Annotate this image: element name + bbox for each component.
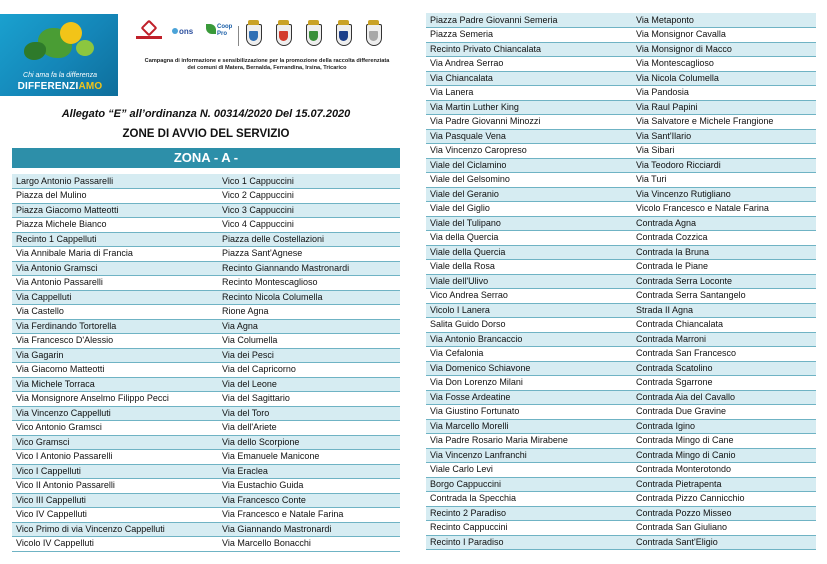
street-name-cell: Via Castello [12, 305, 218, 320]
street-name-cell: Vico 2 Cappuccini [218, 189, 400, 204]
street-name-cell: Via del Sagittario [218, 392, 400, 407]
logo-brand [8, 81, 112, 92]
street-name-cell: Vico 4 Cappuccini [218, 218, 400, 233]
street-name-cell: Contrada la Specchia [426, 492, 632, 507]
street-name-cell: Via Vincenzo Rutigliano [632, 187, 816, 202]
street-name-cell: Piazza Michele Bianco [12, 218, 218, 233]
crest-icon [366, 24, 382, 46]
table-row [12, 450, 400, 465]
divider [238, 26, 239, 46]
table-row [12, 276, 400, 291]
street-name-cell: Largo Antonio Passarelli [12, 174, 218, 189]
street-name-cell: Via Eraclea [218, 464, 400, 479]
street-name-cell: Via Vincenzo Caropreso [426, 144, 632, 159]
street-name-cell: Via Sant'Ilario [632, 129, 816, 144]
table-row [426, 405, 816, 420]
table-row [426, 42, 816, 57]
table-row [12, 174, 400, 189]
table-row [426, 231, 816, 246]
table-row [426, 28, 816, 43]
table-row [426, 318, 816, 333]
table-row [12, 537, 400, 552]
table-row [426, 506, 816, 521]
leaf-icon [206, 24, 216, 34]
street-name-cell: Contrada Pizzo Cannicchio [632, 492, 816, 507]
section-heading: ZONE DI AVVIO DEL SERVIZIO [122, 128, 290, 140]
table-row [12, 232, 400, 247]
street-name-cell: Vico III Cappelluti [12, 493, 218, 508]
street-name-cell: Via Emanuele Manicone [218, 450, 400, 465]
street-name-cell: Vico Primo di via Vincenzo Cappelluti [12, 522, 218, 537]
street-name-cell: Viale Carlo Levi [426, 463, 632, 478]
zone-title-bar: ZONA - A - [12, 148, 400, 168]
street-name-cell: Viale del Gelsomino [426, 173, 632, 188]
street-name-cell: Recinto Cappuccini [426, 521, 632, 536]
street-name-cell: Via Chiancalata [426, 71, 632, 86]
table-row [426, 260, 816, 275]
table-row [12, 189, 400, 204]
table-row [12, 435, 400, 450]
street-name-cell: Contrada Serra Loconte [632, 274, 816, 289]
street-name-cell: Via Agna [218, 319, 400, 334]
table-row [426, 419, 816, 434]
table-row [426, 245, 816, 260]
table-row [426, 289, 816, 304]
street-name-cell: Via Monsignor Cavalla [632, 28, 816, 43]
street-name-cell: Recinto Privato Chiancalata [426, 42, 632, 57]
street-name-cell: Recinto Nicola Columella [218, 290, 400, 305]
street-name-cell: Via Marcello Morelli [426, 419, 632, 434]
street-name-cell: Via Giannando Mastronardi [218, 522, 400, 537]
street-name-cell: Contrada la Bruna [632, 245, 816, 260]
street-name-cell: Vico II Antonio Passarelli [12, 479, 218, 494]
street-name-cell: Via dei Pesci [218, 348, 400, 363]
street-name-cell: Via del Leone [218, 377, 400, 392]
street-name-cell: Piazza Giacomo Matteotti [12, 203, 218, 218]
campaign-description [136, 58, 398, 72]
street-name-cell: Via Vincenzo Cappelluti [12, 406, 218, 421]
table-row [426, 86, 816, 101]
street-name-cell: Borgo Cappuccini [426, 477, 632, 492]
streets-table-right [426, 13, 816, 550]
street-name-cell: Via Gagarin [12, 348, 218, 363]
crest-icon [246, 24, 262, 46]
street-name-cell: Contrada Mingo di Cane [632, 434, 816, 449]
street-name-cell: Contrada Serra Santangelo [632, 289, 816, 304]
street-name-cell: Via Sibari [632, 144, 816, 159]
street-name-cell: Vicolo IV Cappelluti [12, 537, 218, 552]
street-name-cell: Via Domenico Schiavone [426, 361, 632, 376]
street-name-cell: Viale del Tulipano [426, 216, 632, 231]
street-name-cell: Viale del Geranio [426, 187, 632, 202]
street-name-cell: Salita Guido Dorso [426, 318, 632, 333]
street-name-cell: Via dello Scorpione [218, 435, 400, 450]
street-name-cell: Viale della Quercia [426, 245, 632, 260]
differenziamo-logo [0, 14, 118, 96]
street-name-cell: Vico Antonio Gramsci [12, 421, 218, 436]
table-row [12, 377, 400, 392]
table-row [426, 115, 816, 130]
street-name-cell: Via Francesco Conte [218, 493, 400, 508]
partner-underline [136, 36, 162, 39]
street-name-cell: Via Annibale Maria di Francia [12, 247, 218, 262]
table-row [426, 390, 816, 405]
street-name-cell: Recinto 1 Cappelluti [12, 232, 218, 247]
street-name-cell: Via Antonio Gramsci [12, 261, 218, 276]
street-name-cell: Via Cefalonia [426, 347, 632, 362]
crest-icon [276, 24, 292, 46]
partner-logo-1 [136, 22, 162, 42]
table-row [426, 535, 816, 550]
street-name-cell: Vico Gramsci [12, 435, 218, 450]
table-row [12, 305, 400, 320]
street-name-cell: Via Turi [632, 173, 816, 188]
street-name-cell: Contrada Aia del Cavallo [632, 390, 816, 405]
table-row [426, 274, 816, 289]
street-name-cell: Recinto I Paradiso [426, 535, 632, 550]
street-name-cell: Via Antonio Passarelli [12, 276, 218, 291]
street-name-cell: Via Cappelluti [12, 290, 218, 305]
street-name-cell: Vico I Antonio Passarelli [12, 450, 218, 465]
street-name-cell: Via della Quercia [426, 231, 632, 246]
campaign-line: dei comuni di Matera, Bernalda, Ferrandina, Irsina, Tricarico [187, 65, 347, 71]
street-name-cell: Contrada Marroni [632, 332, 816, 347]
street-name-cell: Via Padre Rosario Maria Mirabene [426, 434, 632, 449]
logo-brand-accent: AMO [78, 81, 103, 92]
street-name-cell: Contrada Scatolino [632, 361, 816, 376]
street-name-cell: Via Salvatore e Michele Frangione [632, 115, 816, 130]
table-row [12, 290, 400, 305]
crest-icon [336, 24, 352, 46]
street-name-cell: Via Monsignore Anselmo Filippo Pecci [12, 392, 218, 407]
table-row [12, 464, 400, 479]
table-row [426, 492, 816, 507]
table-row [12, 522, 400, 537]
logo-shape [76, 40, 94, 56]
table-row [12, 392, 400, 407]
street-name-cell: Via Ferdinando Tortorella [12, 319, 218, 334]
logo-brand-main: DIFFERENZI [17, 81, 79, 92]
table-row [426, 303, 816, 318]
table-row [12, 421, 400, 436]
street-name-cell: Contrada Pozzo Misseo [632, 506, 816, 521]
table-row [426, 100, 816, 115]
street-name-cell: Vicolo Francesco e Natale Farina [632, 202, 816, 217]
street-name-cell: Piazza Semeria [426, 28, 632, 43]
table-row [426, 434, 816, 449]
street-name-cell: Contrada Cozzica [632, 231, 816, 246]
street-name-cell: Rione Agna [218, 305, 400, 320]
table-row [426, 376, 816, 391]
street-name-cell: Via Giacomo Matteotti [12, 363, 218, 378]
table-row [12, 406, 400, 421]
partner-logo-3 [204, 22, 233, 42]
street-name-cell: Viale dell'Ulivo [426, 274, 632, 289]
table-row [426, 361, 816, 376]
street-name-cell: Via del Capricorno [218, 363, 400, 378]
street-name-cell: Contrada Monterotondo [632, 463, 816, 478]
street-name-cell: Vicolo I Lanera [426, 303, 632, 318]
street-name-cell: Piazza Sant'Agnese [218, 247, 400, 262]
table-row [12, 479, 400, 494]
table-row [12, 363, 400, 378]
street-name-cell: Via Antonio Brancaccio [426, 332, 632, 347]
street-name-cell: Via Don Lorenzo Milani [426, 376, 632, 391]
street-name-cell: Viale del Ciclamino [426, 158, 632, 173]
table-row [12, 493, 400, 508]
table-row [426, 129, 816, 144]
table-row [12, 508, 400, 523]
street-name-cell: Via Padre Giovanni Minozzi [426, 115, 632, 130]
street-name-cell: Contrada Igino [632, 419, 816, 434]
street-name-cell: Recinto Giannando Mastronardi [218, 261, 400, 276]
table-row [12, 247, 400, 262]
street-name-cell: Via Monsignor di Macco [632, 42, 816, 57]
street-name-cell: Contrada San Francesco [632, 347, 816, 362]
table-row [12, 319, 400, 334]
street-name-cell: Vico 1 Cappuccini [218, 174, 400, 189]
street-name-cell: Via Andrea Serrao [426, 57, 632, 72]
street-name-cell: Contrada Sgarrone [632, 376, 816, 391]
table-row [12, 334, 400, 349]
street-name-cell: Via Lanera [426, 86, 632, 101]
table-row [426, 477, 816, 492]
street-name-cell: Viale della Rosa [426, 260, 632, 275]
campaign-line: Campagna di informazione e sensibilizzazione per la promozione della raccolta differenziata [144, 58, 390, 64]
street-name-cell: Via dell'Ariete [218, 421, 400, 436]
table-row [12, 218, 400, 233]
crest-icon [306, 24, 322, 46]
street-name-cell: Viale del Giglio [426, 202, 632, 217]
street-name-cell: Contrada Due Gravine [632, 405, 816, 420]
street-name-cell: Contrada Chiancalata [632, 318, 816, 333]
ordinance-heading: Allegato “E” all’ordinanza N. 00314/2020 Del 15.07.2020 [61, 108, 351, 120]
logo-slogan: Chi ama fa la differenza [23, 72, 97, 79]
table-row [426, 57, 816, 72]
street-name-cell: Via Giustino Fortunato [426, 405, 632, 420]
street-name-cell: Via Raul Papini [632, 100, 816, 115]
table-row [426, 202, 816, 217]
table-row [426, 521, 816, 536]
table-row [426, 347, 816, 362]
street-name-cell: Via Francesco D'Alessio [12, 334, 218, 349]
street-name-cell: Vico 3 Cappuccini [218, 203, 400, 218]
street-name-cell: Contrada Mingo di Canio [632, 448, 816, 463]
street-name-cell: Contrada Pietrapenta [632, 477, 816, 492]
partner-logo-3-text: Coop Pro [217, 24, 233, 37]
street-name-cell: Vico IV Cappelluti [12, 508, 218, 523]
table-row [426, 332, 816, 347]
street-name-cell: Via Columella [218, 334, 400, 349]
street-name-cell: Via Pandosia [632, 86, 816, 101]
street-name-cell: Strada II Agna [632, 303, 816, 318]
street-name-cell: Piazza delle Costellazioni [218, 232, 400, 247]
table-row [426, 158, 816, 173]
street-name-cell: Via Metaponto [632, 13, 816, 28]
street-name-cell: Via Nicola Columella [632, 71, 816, 86]
partner-mark-icon [141, 20, 158, 37]
street-name-cell: Via Eustachio Guida [218, 479, 400, 494]
table-row [12, 261, 400, 276]
street-name-cell: Piazza Padre Giovanni Semeria [426, 13, 632, 28]
table-row [426, 463, 816, 478]
street-name-cell: Via Vincenzo Lanfranchi [426, 448, 632, 463]
table-row [426, 448, 816, 463]
street-name-cell: Via del Toro [218, 406, 400, 421]
street-name-cell: Via Teodoro Ricciardi [632, 158, 816, 173]
partner-logo-2 [172, 22, 200, 42]
street-name-cell: Via Francesco e Natale Farina [218, 508, 400, 523]
street-name-cell: Recinto 2 Paradiso [426, 506, 632, 521]
table-row [426, 216, 816, 231]
street-name-cell: Via Martin Luther King [426, 100, 632, 115]
table-row [12, 348, 400, 363]
street-name-cell: Contrada le Piane [632, 260, 816, 275]
table-row [426, 71, 816, 86]
street-name-cell: Via Montescaglioso [632, 57, 816, 72]
street-name-cell: Contrada Sant'Eligio [632, 535, 816, 550]
logo-shape [24, 42, 46, 60]
table-row [426, 13, 816, 28]
street-name-cell: Via Michele Torraca [12, 377, 218, 392]
street-name-cell: Via Pasquale Vena [426, 129, 632, 144]
streets-table-left [12, 174, 400, 552]
street-name-cell: Via Fosse Ardeatine [426, 390, 632, 405]
table-row [426, 187, 816, 202]
street-name-cell: Contrada San Giuliano [632, 521, 816, 536]
partner-logo-2-text: ons [179, 27, 194, 36]
street-name-cell: Vico I Cappelluti [12, 464, 218, 479]
street-name-cell: Via Marcello Bonacchi [218, 537, 400, 552]
street-name-cell: Vico Andrea Serrao [426, 289, 632, 304]
table-row [426, 173, 816, 188]
table-row [426, 144, 816, 159]
swirl-icon [172, 28, 178, 34]
street-name-cell: Recinto Montescaglioso [218, 276, 400, 291]
street-name-cell: Piazza del Mulino [12, 189, 218, 204]
table-row [12, 203, 400, 218]
street-name-cell: Contrada Agna [632, 216, 816, 231]
